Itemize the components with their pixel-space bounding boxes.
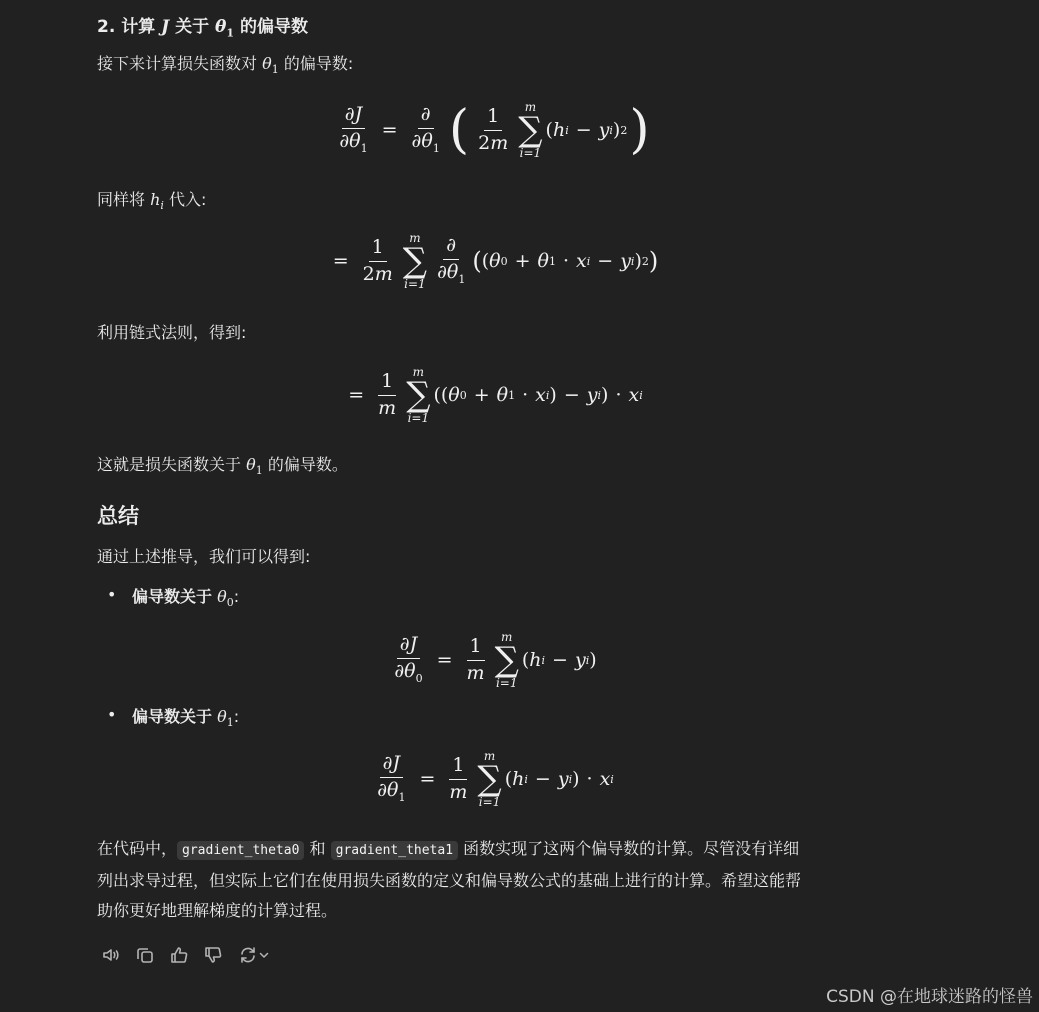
frac-1-m: $\frac{1}{m}$ — [378, 369, 397, 419]
chevron-down-icon[interactable] — [258, 949, 270, 961]
frac-dj-dtheta0: $\frac{\partial J}{\partial\theta_0}$ — [394, 633, 423, 685]
equation-grad-theta1: $\frac{\partial J}{\partial\theta_1}$ = $\frac{1}{m}$ m ∑ i=1 ( h i − y i ) · x i — [97, 743, 887, 815]
final-paragraph-line3: 助你更好地理解梯度的计算过程。 — [97, 901, 338, 920]
code-gradient-theta0: gradient_theta0 — [177, 841, 304, 860]
copy-icon[interactable] — [135, 945, 155, 965]
intro-paragraph: 接下来计算损失函数对 $\theta_1$ 的偏导数: — [97, 54, 354, 77]
final-paragraph-line1: 在代码中， gradient_theta0 和 gradient_theta1 函数实现了这两个偏导数的计算。尽管没有详细 — [97, 839, 800, 858]
message-actions — [101, 945, 271, 965]
frac-1-m: $\frac{1}{m}$ — [449, 753, 468, 803]
frac-1-2m: $\frac{1}{2m}$ — [362, 235, 393, 285]
frac-1-m: $\frac{1}{m}$ — [466, 634, 485, 684]
heading-about: 关于 — [175, 17, 210, 37]
heading-prefix: 2. 计算 — [97, 17, 156, 37]
frac-1-2m: $\frac{1}{2m}$ — [478, 104, 509, 154]
conclusion-paragraph: 这就是损失函数关于 $\theta_1$ 的偏导数。 — [97, 455, 348, 478]
sum-symbol: m ∑ i=1 — [402, 231, 428, 291]
bullet-dot: • — [107, 705, 117, 724]
frac-d-dtheta1: $\frac{\partial}{\partial\theta_1}$ — [411, 103, 440, 155]
frac-dj-dtheta1: $\frac{\partial J}{\partial\theta_1}$ — [377, 752, 406, 804]
thumbs-up-icon[interactable] — [169, 945, 189, 965]
code-gradient-theta1: gradient_theta1 — [331, 841, 458, 860]
sum-symbol: m ∑ i=1 — [406, 365, 431, 425]
heading-tail: 的偏导数 — [239, 17, 308, 37]
watermark: CSDN @在地球迷路的怪兽 — [826, 987, 1033, 1007]
summary-intro: 通过上述推导，我们可以得到: — [97, 547, 311, 566]
section-heading — [97, 12, 308, 39]
summary-heading: 总结 — [97, 504, 139, 528]
equation-substituted: = $\frac{1}{2m}$ m ∑ i=1 $\frac{\partial}{\partial\theta_1}$ ( ( θ 0 + θ 1 · x i − y i ) 2 ) — [332, 231, 659, 291]
equation-dj-dtheta1-def: $\frac{\partial J}{\partial\theta_1}$ = $\frac{\partial}{\partial\theta_1}$ ( $\frac{1}{2m}$ m ∑ i=1 ( h i − y i ) 2 ) — [97, 92, 887, 168]
heading-var-j: J — [161, 17, 170, 37]
sum-symbol: m ∑ i=1 — [518, 100, 543, 160]
thumbs-down-icon[interactable] — [203, 945, 223, 965]
substitute-paragraph: 同样将 $h_i$ 代入: — [97, 190, 207, 213]
frac-d-dtheta1: $\frac{\partial}{\partial\theta_1}$ — [437, 234, 466, 286]
equation-chain-result: = $\frac{1}{m}$ m ∑ i=1 (( θ 0 + θ 1 · x i ) − y i ) · x i — [348, 365, 643, 425]
chain-rule-paragraph: 利用链式法则，得到: — [97, 323, 247, 342]
bullet-dot: • — [107, 585, 117, 604]
equation-grad-theta0: $\frac{\partial J}{\partial\theta_0}$ = $\frac{1}{m}$ m ∑ i=1 ( h i − y i ) — [97, 624, 887, 696]
bullet-theta1: 偏导数关于 $\theta_1$: — [132, 707, 240, 730]
heading-theta1: $\theta_1$ — [215, 17, 235, 40]
final-paragraph-line2: 列出求导过程，但实际上它们在使用损失函数的定义和偏导数公式的基础上进行的计算。希望这能帮 — [97, 871, 802, 890]
frac-dj-dtheta1: $\frac{\partial J}{\partial\theta_1}$ — [339, 103, 368, 155]
sum-symbol: m ∑ i=1 — [477, 749, 502, 809]
sum-symbol: m ∑ i=1 — [494, 630, 519, 690]
speaker-icon[interactable] — [101, 945, 121, 965]
refresh-icon[interactable] — [237, 945, 271, 965]
bullet-theta0: 偏导数关于 $\theta_0$: — [132, 587, 240, 610]
